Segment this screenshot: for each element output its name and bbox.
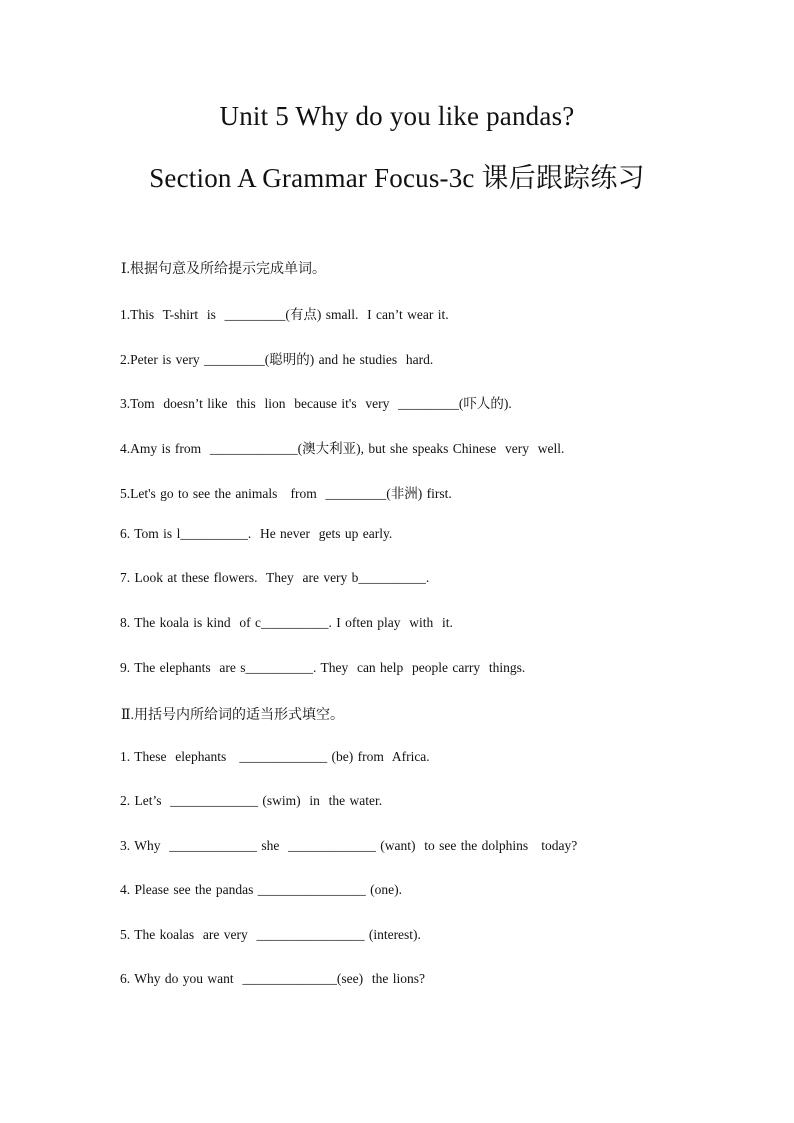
exercise-2-item-2: 2. Let’s _____________ (swim) in the water. [120, 793, 383, 808]
section-1-heading: Ⅰ.根据句意及所给提示完成单词。 [121, 262, 327, 277]
exercise-2-item-1: 1. These elephants _____________ (be) from Africa. [120, 749, 430, 764]
exercise-1-item-9: 9. The elephants are s__________. They can help people carry things. [120, 660, 526, 675]
exercise-1-item-8: 8. The koala is kind of c__________. I often play with it. [120, 615, 453, 630]
document-title: Unit 5 Why do you like pandas? [219, 101, 575, 131]
exercise-1-item-2: 2.Peter is very _________(聪明的) and he studies hard. [120, 352, 434, 367]
exercise-1-item-4: 4.Amy is from _____________(澳大利亚), but she speaks Chinese very well. [120, 441, 565, 456]
document-subtitle: Section A Grammar Focus-3c 课后跟踪练习 [149, 163, 645, 193]
exercise-1-item-3: 3.Tom doesn’t like this lion because it's very _________(吓人的). [120, 396, 512, 411]
exercise-2-item-6: 6. Why do you want ______________(see) the lions? [120, 971, 425, 986]
exercise-1-item-1: 1.This T-shirt is _________(有点) small. I can’t wear it. [120, 307, 449, 322]
exercise-1-item-6: 6. Tom is l__________. He never gets up early. [120, 526, 393, 541]
exercise-1-item-7: 7. Look at these flowers. They are very b__________. [120, 570, 430, 585]
section-2-heading: Ⅱ.用括号内所给词的适当形式填空。 [121, 708, 345, 723]
exercise-1-item-5: 5.Let's go to see the animals from _________(非洲) first. [120, 486, 452, 501]
exercise-2-item-3: 3. Why _____________ she _____________ (want) to see the dolphins today? [120, 838, 578, 853]
exercise-2-item-5: 5. The koalas are very ________________ (interest). [120, 927, 421, 942]
exercise-2-item-4: 4. Please see the pandas ________________ (one). [120, 882, 402, 897]
